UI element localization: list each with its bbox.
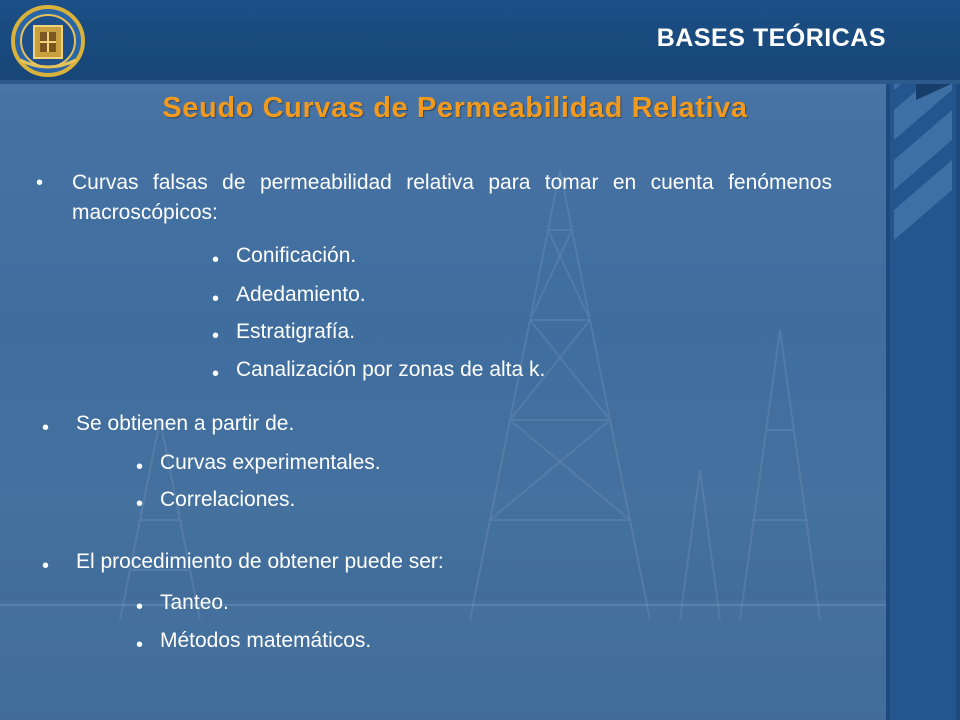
bullet-icon: • xyxy=(212,325,220,347)
section-3-text: El procedimiento de obtener puede ser: xyxy=(76,550,444,573)
bullet-icon: • xyxy=(212,249,220,271)
list-item: Adedamiento. xyxy=(236,283,366,306)
bullet-icon: • xyxy=(42,417,50,439)
list-item: Tanteo. xyxy=(160,591,229,614)
bullet-icon: • xyxy=(212,363,220,385)
section-2-text: Se obtienen a partir de. xyxy=(76,412,295,435)
list-item: Métodos matemáticos. xyxy=(160,629,372,652)
list-item: Curvas experimentales. xyxy=(160,451,381,474)
slide-title: Seudo Curvas de Permeabilidad Relativa xyxy=(162,92,748,124)
list-item: Correlaciones. xyxy=(160,488,296,511)
bullet-icon: • xyxy=(42,555,50,577)
section-1-text: Curvas falsas de permeabilidad relativa para tomar en cuenta fenómenos macroscópicos: xyxy=(72,171,832,224)
bullet-icon: • xyxy=(136,634,144,656)
list-item: Canalización por zonas de alta k. xyxy=(236,358,546,381)
university-seal-icon xyxy=(10,4,86,78)
header-title: BASES TEÓRICAS xyxy=(656,24,886,52)
header-bar xyxy=(0,0,960,84)
list-item: Estratigrafía. xyxy=(236,320,356,343)
list-item: Conificación. xyxy=(236,244,357,267)
bullet-icon: • xyxy=(212,288,220,310)
bullet-icon: • xyxy=(136,596,144,618)
bullet-icon: • xyxy=(36,172,44,194)
bullet-icon: • xyxy=(136,456,144,478)
bullet-icon: • xyxy=(136,493,144,515)
